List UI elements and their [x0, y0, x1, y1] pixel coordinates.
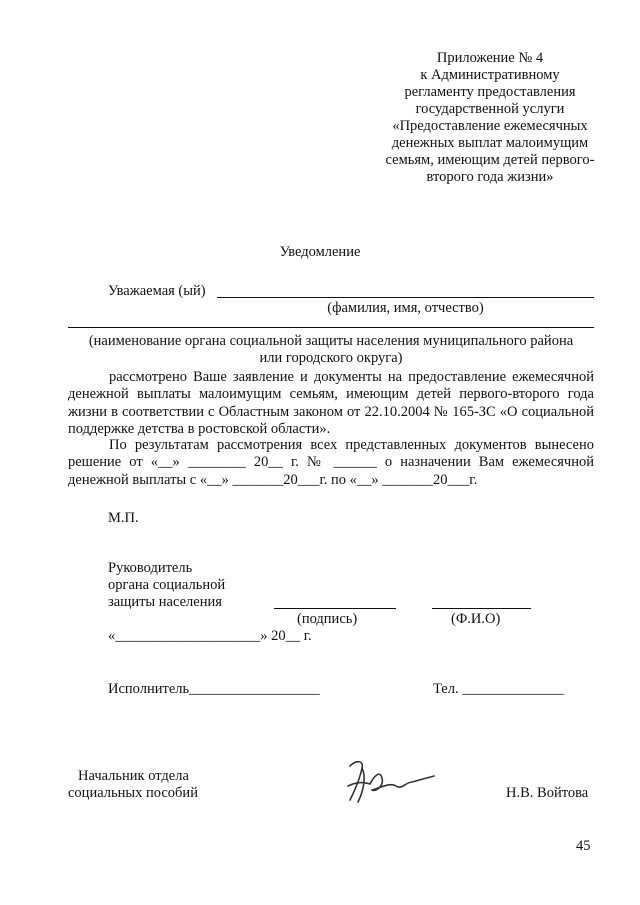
head-fio-label: (Ф.И.О) — [451, 611, 501, 627]
head-title-line3: защиты населения — [108, 594, 222, 610]
salutation-label: Уважаемая (ый) — [108, 283, 206, 299]
head-signature-label: (подпись) — [297, 611, 358, 627]
appendix-line: денежных выплат малоимущим — [391, 135, 589, 151]
handwritten-signature — [340, 752, 440, 808]
appendix-line: «Предоставление ежемесячных — [392, 118, 588, 134]
appendix-line: к Административному — [420, 67, 560, 83]
signoff-title-line2: социальных пособий — [68, 785, 198, 801]
executor-phone: Тел. ______________ — [433, 681, 564, 697]
appendix-line: государственной услуги — [415, 101, 565, 117]
appendix-line: Приложение № 4 — [436, 50, 544, 66]
head-signature-line — [274, 608, 396, 609]
document-title: Уведомление — [279, 244, 361, 260]
salutation-name-line — [217, 297, 594, 298]
salutation-hint: (фамилия, имя, отчество) — [327, 300, 484, 316]
organ-hint-line1: (наименование органа социальной защиты населения муниципального района — [88, 333, 574, 349]
appendix-line: второго года жизни» — [426, 169, 554, 185]
body-paragraph-2-text: По результатам рассмотрения всех представленных документов вынесено решение от «__» ________ 20__ г. № ______ о назначении Вам ежемесячной денежной выплаты с «__» _______20___г. по «__» _______20___г. — [68, 437, 594, 488]
appendix-line: семьям, имеющим детей первого- — [385, 152, 595, 168]
appendix-line: регламенту предоставления — [404, 84, 576, 100]
head-title-line2: органа социальной — [108, 577, 226, 593]
organ-name-line — [68, 327, 594, 328]
signoff-name: Н.В. Войтова — [506, 785, 589, 801]
body-paragraph-1 — [68, 369, 594, 438]
appendix-header — [378, 50, 602, 186]
stamp-place: М.П. — [108, 510, 139, 526]
body-paragraph-1-text: рассмотрено Ваше заявление и документы на предоставление ежемесячной денежной выплаты малоимущим семьям, имеющим детей первого-второго года жизни в соответствии с Областным законом от 22.10.2004 № 165-ЗС «О социальной поддержке детства в ростовской области». — [68, 369, 594, 437]
body-paragraph-2 — [68, 437, 594, 489]
head-date-line: «____________________» 20__ г. — [108, 628, 312, 644]
executor-label: Исполнитель__________________ — [108, 681, 320, 697]
head-title-line1: Руководитель — [108, 560, 193, 576]
signoff-title-line1: Начальник отдела — [78, 768, 189, 784]
page-number: 45 — [576, 838, 591, 854]
head-fio-line — [432, 608, 531, 609]
organ-hint-line2: или городского округа) — [259, 350, 403, 366]
